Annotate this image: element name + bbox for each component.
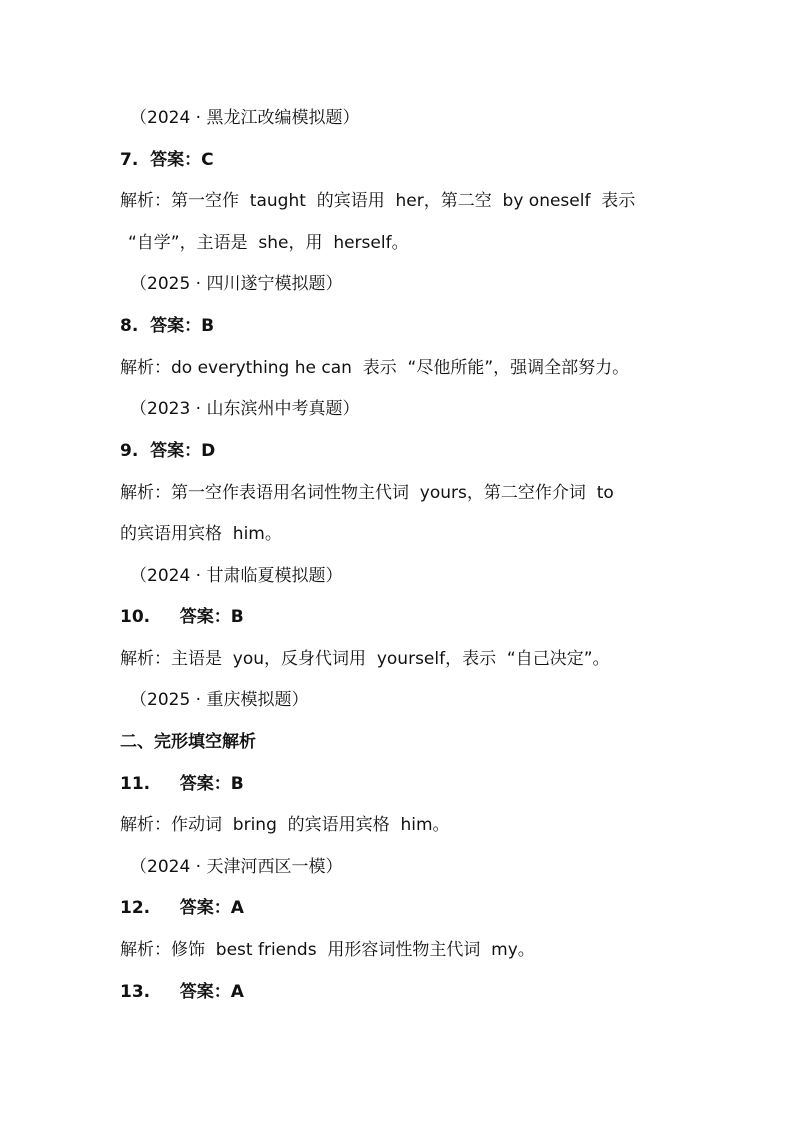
- analysis-10: 解析：主语是 you，反身代词用 yourself，表示 “自己决定”。: [120, 649, 610, 669]
- source-note-2024-heilongjiang: （2024 · 黑龙江改编模拟题）: [130, 108, 360, 128]
- answer-10: 10. 答案：B: [120, 607, 244, 627]
- answer-7: 7. 答案：C: [120, 150, 214, 170]
- analysis-7-line-2: “自学”，主语是 she，用 herself。: [128, 233, 409, 253]
- analysis-7-line-1: 解析：第一空作 taught 的宾语用 her，第二空 by oneself 表示: [120, 191, 636, 211]
- analysis-12: 解析：修饰 best friends 用形容词性物主代词 my。: [120, 940, 535, 960]
- analysis-8: 解析：do everything he can 表示 “尽他所能”，强调全部努力。: [120, 358, 630, 378]
- source-note-2024-tianjin: （2024 · 天津河西区一模）: [130, 857, 343, 877]
- answer-8: 8. 答案：B: [120, 316, 215, 336]
- source-note-2025-chongqing: （2025 · 重庆模拟题）: [130, 690, 309, 710]
- answer-11: 11. 答案：B: [120, 774, 244, 794]
- analysis-9-line-2: 的宾语用宾格 him。: [120, 524, 282, 544]
- answer-12: 12. 答案：A: [120, 898, 244, 918]
- source-note-2025-sichuan: （2025 · 四川遂宁模拟题）: [130, 274, 343, 294]
- analysis-9-line-1: 解析：第一空作表语用名词性物主代词 yours，第二空作介词 to: [120, 483, 614, 503]
- analysis-11: 解析：作动词 bring 的宾语用宾格 him。: [120, 815, 450, 835]
- answer-9: 9. 答案：D: [120, 441, 216, 461]
- source-note-2024-gansu: （2024 · 甘肃临夏模拟题）: [130, 566, 343, 586]
- source-note-2023-shandong: （2023 · 山东滨州中考真题）: [130, 399, 360, 419]
- section-heading-cloze: 二、完形填空解析: [120, 732, 256, 752]
- answer-13: 13. 答案：A: [120, 982, 244, 1002]
